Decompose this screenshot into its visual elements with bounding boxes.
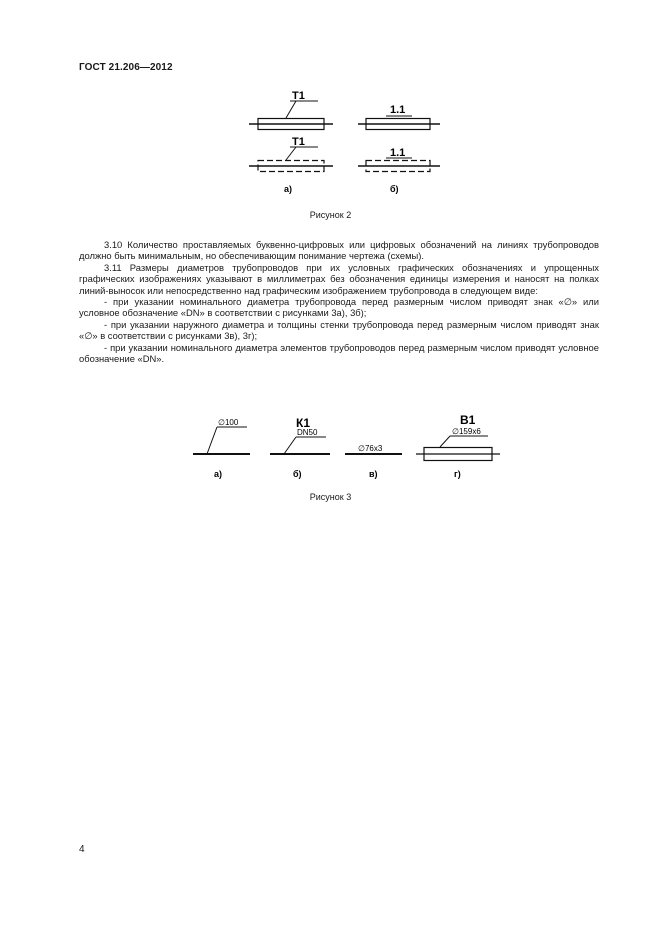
fig3-b-dn-label: DN50: [297, 428, 318, 437]
fig3-sublabel-b: б): [293, 469, 302, 479]
fig3-sublabel-c: в): [369, 469, 378, 479]
figure-3-caption: Рисунок 3: [309, 492, 352, 502]
fig2-label-a-top: Т1: [292, 90, 305, 102]
fig2-label-b-top: 1.1: [390, 104, 406, 116]
fig3-sublabel-a: а): [214, 469, 223, 479]
fig3-d-diameter-label: ∅159x6: [452, 427, 481, 436]
figure-2-caption: Рисунок 2: [309, 210, 352, 220]
fig2-label-a-bottom: Т1: [292, 136, 305, 148]
fig3-b-code: К1: [296, 416, 310, 430]
fig3-a-diameter-label: ∅100: [218, 418, 239, 427]
fig3-b-line: [270, 437, 330, 454]
list-item-elements-dn: - при указании номинального диаметра элементов трубопроводов перед размерным числом приводят условное обозначение «DN».: [79, 341, 599, 365]
fig2-label-b-bottom: 1.1: [390, 147, 406, 159]
list-item-nominal-diameter: - при указании номинального диаметра трубопровода перед размерным числом приводят знак «∅» или условное обозначение «DN» в соответствии с рисунками 3а), 3б);: [79, 296, 599, 319]
page-number: 4: [79, 844, 85, 855]
fig3-sublabel-d: г): [454, 469, 461, 479]
list-item-outer-diameter: - при указании наружного диаметра и толщины стенки трубопровода перед размерным числом приводят знак «∅» в соответствии с рисунками 3в), 3г);: [79, 318, 599, 342]
fig2-sublabel-b: б): [390, 184, 399, 194]
document-header: ГОСТ 21.206—2012: [79, 62, 173, 73]
fig3-c-diameter-label: ∅76x3: [358, 444, 383, 453]
fig3-d-code: В1: [460, 413, 476, 427]
paragraph-3-11: 3.11 Размеры диаметров трубопроводов при их условных графических обозначениях и упрощенных графических изображениях указывают в миллиметрах без обозначения единицы измерения и наносят на полках линий-выносок или непосредственно над графическим изображением трубопровода в следующем виде:: [79, 261, 599, 296]
fig3-d-pipe: [416, 436, 500, 461]
fig2-sublabel-a: а): [284, 184, 293, 194]
paragraph-3-10: 3.10 Количество проставляемых буквенно-цифровых или цифровых обозначений на линиях трубопроводов должно быть минимальным, но обеспечивающим понимание чертежа (схемы).: [79, 239, 599, 262]
fig3-a-line: [193, 427, 250, 454]
